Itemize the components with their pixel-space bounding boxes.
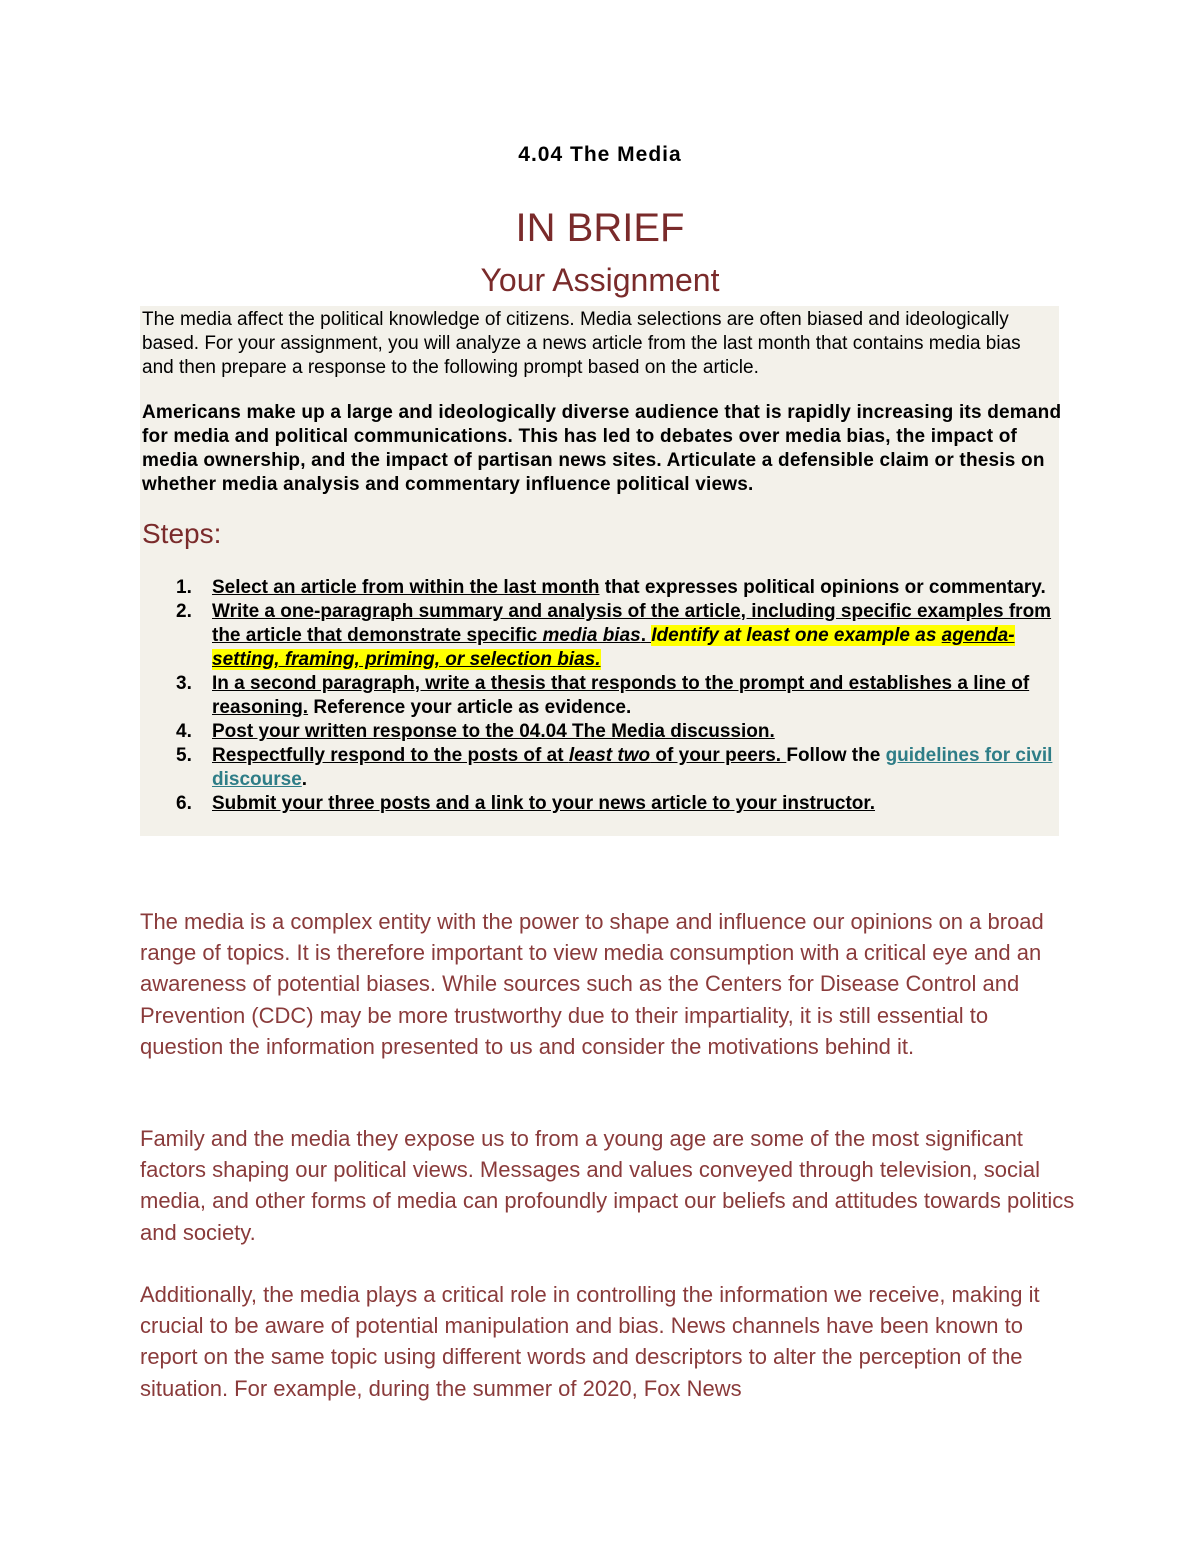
step-item (142, 720, 1062, 744)
step-number: 2. (176, 601, 192, 622)
assignment-prompt: Americans make up a large and ideologically diverse audience that is rapidly increasing its demand for media and political communications. This has led to debates over media bias, the impact of media ownership, and the impact of partisan news sites. Articulate a defensible claim or thesis on whether media analysis and commentary influence political views. (142, 402, 1062, 495)
step-text: . (301, 769, 308, 790)
step-text-underlined: Write a one-paragraph summary and analysis of the article, including specific examples from the article that demonstrate specific (212, 601, 1052, 646)
steps-list (142, 576, 1062, 816)
step-text-underlined: Select an article from within the last month (212, 577, 600, 598)
step-number: 4. (176, 721, 192, 742)
step-text: Reference your article as evidence. (308, 697, 632, 718)
step-item (142, 672, 1062, 720)
step-text-underlined: Post your written response to the 04.04 The Media discussion. (212, 721, 775, 742)
step-text-underlined: of your peers. (650, 745, 787, 766)
step-item (142, 576, 1062, 600)
step-number: 5. (176, 745, 192, 766)
step-text: that expresses political opinions or commentary. (599, 577, 1046, 598)
assignment-intro: The media affect the political knowledge of citizens. Media selections are often biased and ideologically based. For your assignment, you will analyze a news article from the last month that contains media bias and then prepare a response to the following prompt based on the article. (142, 309, 1021, 378)
step-item (142, 744, 1062, 792)
step-text-underlined: . (640, 625, 652, 646)
step-number: 1. (176, 577, 192, 598)
essay-paragraph: The media is a complex entity with the power to shape and influence our opinions on a broad range of topics. It is therefore important to view media consumption with a critical eye and an awareness of potential biases. While sources such as the Centers for Disease Control and Prevention (CDC) may be more trustworthy due to their impartiality, it is still essential to question the information presented to us and consider the motivations behind it. (140, 909, 1044, 1059)
step-text-underlined: Submit your three posts and a link to your news article to your instructor. (212, 793, 876, 814)
highlighted-text: Identify at least one example as (651, 625, 942, 646)
guidelines-link[interactable]: guidelines for civil discourse (212, 745, 1053, 790)
step-number: 3. (176, 673, 192, 694)
step-text-underlined: Respectfully respond to the posts of at (212, 745, 569, 766)
step-text-italic: least two (568, 745, 651, 766)
step-text: Follow the (786, 745, 886, 766)
document-title: 4.04 The Media (518, 143, 682, 166)
assignment-subheading: Your Assignment (480, 262, 720, 298)
essay-paragraph: Family and the media they expose us to from a young age are some of the most significant factors shaping our political views. Messages and values conveyed through television, social media, and other forms of media can profoundly impact our beliefs and attitudes towards politics and society. (140, 1126, 1075, 1245)
in-brief-heading: IN BRIEF (515, 206, 685, 250)
steps-heading: Steps: (142, 518, 222, 549)
step-number: 6. (176, 793, 192, 814)
step-text-underlined: In a second paragraph, write a thesis that responds to the prompt and establishes a line of reasoning. (212, 673, 1030, 718)
highlighted-text-underlined: agenda-setting, framing, priming, or selection bias. (212, 625, 1015, 670)
step-item (142, 600, 1062, 672)
step-item (142, 792, 1062, 816)
essay-paragraph: Additionally, the media plays a critical role in controlling the information we receive, making it crucial to be aware of potential manipulation and bias. News channels have been known to report on the same topic using different words and descriptors to alter the perception of the situation. For example, during the summer of 2020, Fox News (140, 1282, 1040, 1401)
step-text-italic: media bias (542, 625, 641, 646)
